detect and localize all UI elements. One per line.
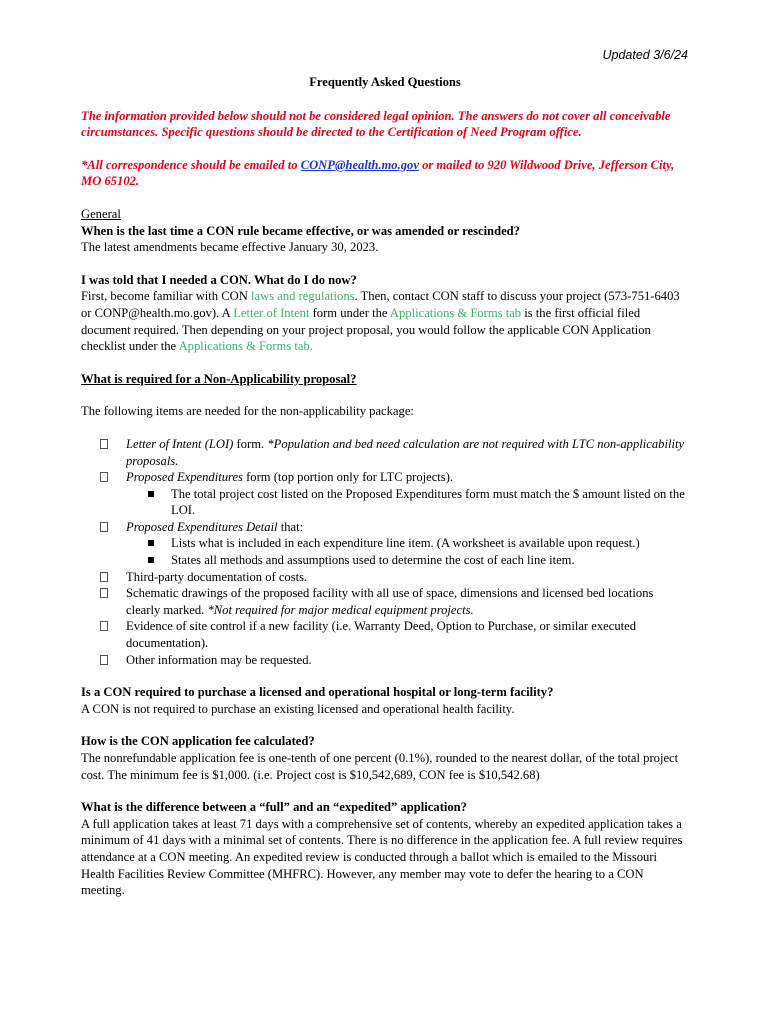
sub-item-text: States all methods and assumptions used to determine the cost of each line item.: [171, 553, 575, 568]
item-italic: Proposed Expenditures: [126, 470, 243, 485]
page-title: Frequently Asked Questions: [309, 75, 461, 89]
item-text: Third-party documentation of costs.: [126, 569, 308, 584]
checkbox-icon: [100, 439, 108, 449]
list-item: [81, 469, 689, 519]
item-italic: *Population and bed need calculation are not required with LTC non-applicability proposals.: [126, 436, 685, 468]
laws-regulations-link[interactable]: laws and regulations: [251, 289, 355, 304]
answer-fee: The nonrefundable application fee is one-tenth of one percent (0.1%), rounded to the nearest dollar, of the total project cost. The minimum fee is $1,000. (i.e. Project cost is $10,542,689, CON fee is $10,542.68): [81, 751, 679, 782]
item-text: Other information may be requested.: [126, 652, 312, 667]
nonapp-intro: The following items are needed for the non-applicability package:: [81, 404, 414, 419]
answer-full-vs-expedited: A full application takes at least 71 days with a comprehensive set of contents, whereby an expedited application takes a minimum of 41 days with a minimal set of contents. There is no difference in the application fee. A full review requires attendance at a CON meeting. An expedited review is conducted through a ballot which is emailed to the Missouri Health Facilities Review Committee (MHFRC). However, any member may vote to defer the hearing to a CON meeting.: [81, 816, 683, 898]
email-link[interactable]: CONP@health.mo.gov: [300, 157, 419, 172]
item-italic: Letter of Intent (LOI): [126, 436, 234, 451]
correspondence-pre: *All correspondence should be emailed to: [81, 157, 301, 172]
list-item: [81, 569, 689, 586]
purchase-section: [81, 684, 689, 717]
applications-forms-link[interactable]: Applications & Forms tab: [389, 305, 522, 320]
list-item: [81, 618, 689, 651]
nonapp-checklist: [81, 436, 689, 668]
square-bullet-icon: [148, 557, 154, 563]
answer-text: form under the: [309, 305, 390, 320]
correspondence-post: or mailed to 920 Wildwood Drive, Jefferson City, MO 65102.: [81, 157, 675, 189]
document-body: [81, 74, 689, 915]
square-bullet-icon: [148, 540, 154, 546]
answer-need-con: [81, 288, 689, 354]
list-item: [81, 436, 689, 469]
checkbox-icon: [100, 572, 108, 582]
answer-purchase: A CON is not required to purchase an existing licensed and operational health facility.: [81, 701, 515, 716]
answer-text: . Then, contact CON staff to discuss your project (573-751-6403 or CONP@health.mo.gov). A: [81, 289, 680, 320]
question-purchase: Is a CON required to purchase a licensed and operational hospital or long-term facility?: [81, 685, 554, 700]
item-text: that:: [277, 519, 304, 534]
square-bullet-icon: [148, 491, 154, 497]
question-full-vs-expedited: What is the difference between a “full” and an “expedited” application?: [81, 800, 467, 815]
question-need-con: I was told that I needed a CON. What do I do now?: [81, 272, 357, 287]
list-item: [81, 519, 689, 569]
item-italic: *Not required for major medical equipment projects.: [207, 602, 474, 617]
checkbox-icon: [100, 588, 108, 598]
sub-list-item: [126, 535, 689, 552]
checkbox-icon: [100, 621, 108, 631]
question-last-rule: When is the last time a CON rule became effective, or was amended or rescinded?: [81, 223, 520, 238]
checkbox-icon: [100, 472, 108, 482]
checkbox-icon: [100, 522, 108, 532]
sub-item-text: Lists what is included in each expenditure line item. (A worksheet is available upon request.): [171, 536, 640, 551]
updated-date: Updated 3/6/24: [602, 48, 688, 62]
item-text: Evidence of site control if a new facility (i.e. Warranty Deed, Option to Purchase, or similar executed documentation).: [126, 619, 637, 651]
disclaimer-text: The information provided below should not be considered legal opinion. The answers do not cover all conceivable circumstances. Specific questions should be directed to the Certification of Need Program office.: [81, 108, 671, 140]
list-item: [81, 652, 689, 669]
nonapp-heading: What is required for a Non-Applicability proposal?: [81, 371, 357, 386]
item-text: form.: [233, 436, 268, 451]
item-text: form (top portion only for LTC projects).: [242, 470, 454, 485]
applications-forms-link-2[interactable]: Applications & Forms tab.: [178, 339, 313, 354]
list-item: [81, 585, 689, 618]
question-fee: How is the CON application fee calculated?: [81, 734, 315, 749]
general-heading: General: [81, 206, 121, 221]
correspondence-text: [81, 157, 689, 190]
need-con-section: [81, 272, 689, 355]
full-vs-expedited-section: [81, 799, 689, 899]
answer-text: First, become familiar with CON: [81, 289, 251, 304]
checkbox-icon: [100, 655, 108, 665]
answer-last-rule: The latest amendments became effective January 30, 2023.: [81, 240, 379, 255]
general-section: [81, 206, 689, 256]
sub-list: [126, 535, 689, 568]
item-text: Schematic drawings of the proposed facility with all use of space, dimensions and licensed bed locations clearly marked.: [126, 586, 654, 617]
fee-section: [81, 733, 689, 783]
sub-list: [126, 486, 689, 519]
answer-text: is the first official filed document required. Then depending on your project proposal, you would follow the applicable CON Application checklist under the: [81, 305, 651, 354]
sub-list-item: [126, 486, 689, 519]
item-italic: Proposed Expenditures Detail: [126, 519, 278, 534]
letter-of-intent-link[interactable]: Letter of Intent: [233, 305, 310, 320]
sub-list-item: [126, 552, 689, 569]
sub-item-text: The total project cost listed on the Proposed Expenditures form must match the $ amount listed on the LOI.: [171, 486, 685, 518]
disclaimer-block: [81, 108, 689, 190]
